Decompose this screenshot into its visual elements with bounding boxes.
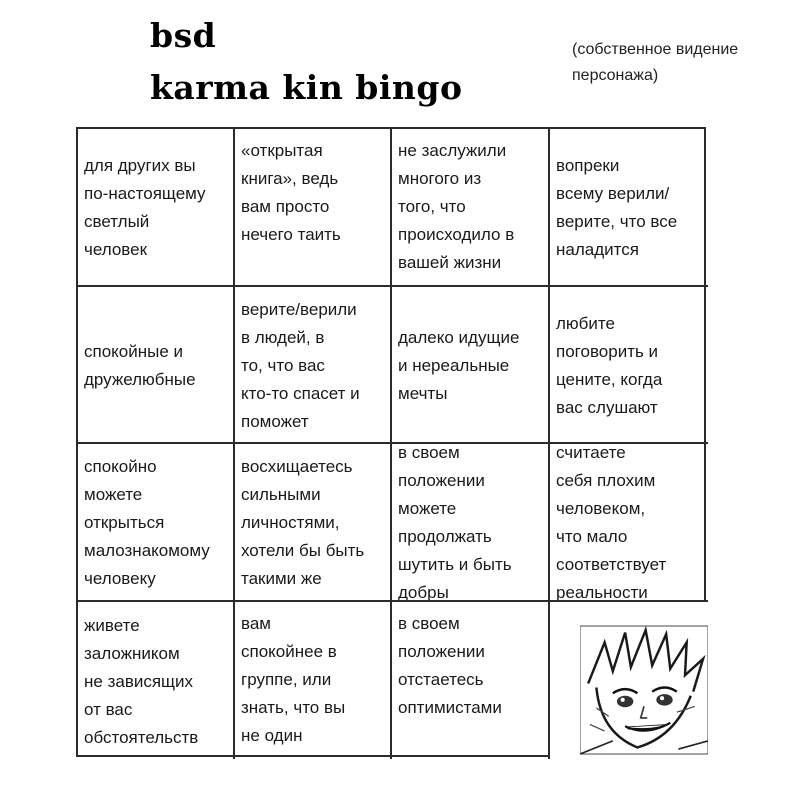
title-line-1: bsd <box>150 16 217 55</box>
note-line-2: персонажа) <box>572 67 659 84</box>
bingo-cell-11[interactable]: в своем положении можете продолжать шутить и быть добры <box>392 444 550 602</box>
bingo-cell-13[interactable]: живете заложником не зависящих от вас обстоятельств <box>78 602 235 759</box>
bingo-cell-14[interactable]: вам спокойнее в группе, или знать, что вы не один <box>235 602 392 759</box>
bingo-cell-12[interactable]: считаете себя плохим человеком, что мало соответствует реальности <box>550 444 708 602</box>
manga-portrait-icon <box>580 612 708 760</box>
bingo-cell-6[interactable]: верите/верили в людей, в то, что вас кто-то спасет и поможет <box>235 287 392 444</box>
note-line-1: (собственное видение <box>572 41 739 58</box>
bingo-cell-8[interactable]: любите поговорить и цените, когда вас слушают <box>550 287 708 444</box>
bingo-cell-10[interactable]: восхищаетесь сильными личностями, хотели бы быть такими же <box>235 444 392 602</box>
bingo-cell-16-image[interactable] <box>550 602 708 759</box>
bingo-cell-2[interactable]: «открытая книга», ведь вам просто нечего таить <box>235 129 392 287</box>
bingo-cell-3[interactable]: не заслужили многого из того, что происходило в вашей жизни <box>392 129 550 287</box>
bingo-grid <box>76 127 706 757</box>
bingo-cell-15[interactable]: в своем положении отстаетесь оптимистами <box>392 602 550 759</box>
bingo-cell-1[interactable]: для других вы по-настоящему светлый человек <box>78 129 235 287</box>
title-line-2: karma kin bingo <box>150 68 463 107</box>
bingo-cell-5[interactable]: спокойные и дружелюбные <box>78 287 235 444</box>
bingo-cell-9[interactable]: спокойно можете открыться малознакомому человеку <box>78 444 235 602</box>
bingo-cell-7[interactable]: далеко идущие и нереальные мечты <box>392 287 550 444</box>
page-title <box>150 10 463 114</box>
subtitle-note <box>572 37 738 89</box>
bingo-cell-4[interactable]: вопреки всему верили/ верите, что все наладится <box>550 129 708 287</box>
